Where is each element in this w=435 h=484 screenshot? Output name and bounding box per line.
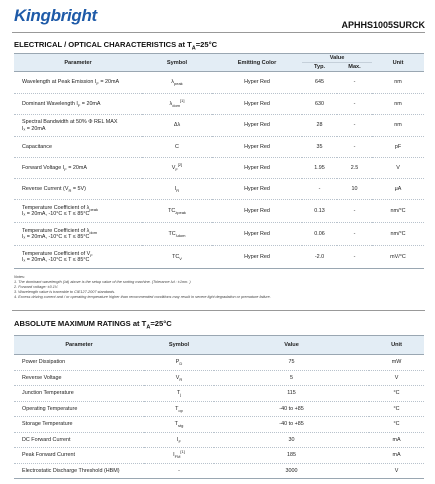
typ-value-cell: -2.0 [302, 246, 337, 269]
unit-cell: nm/°C [372, 200, 424, 223]
symbol-subscript: R [176, 187, 180, 193]
parameter-line [22, 144, 140, 150]
emitting-color-cell: Hyper Red [212, 158, 302, 179]
parameter-condition-line [22, 211, 140, 217]
header-emitting-color: Emitting Color [212, 54, 302, 72]
parameter-text: Wavelength at Peak Emission I [22, 79, 97, 86]
unit-cell: mA [369, 432, 424, 448]
typ-value-cell: 0.13 [302, 200, 337, 223]
parameter-subscript: F [77, 102, 81, 108]
note-line: 3. Wavelength value is traceable to CIE127-2007 standards. [14, 290, 116, 294]
symbol-text: P [175, 359, 180, 366]
parameter-condition-line [22, 257, 140, 263]
symbol-cell [144, 448, 214, 464]
emitting-color-cell: Hyper Red [212, 246, 302, 269]
header-value: Value [302, 54, 372, 63]
max-value-cell: 2.5 [337, 158, 372, 179]
parameter-condition-line [22, 126, 140, 132]
unit-cell: nm [372, 94, 424, 115]
section-title-electrical: ELECTRICAL / OPTICAL CHARACTERISTICS at $T_A=25^\circ C$ [14, 40, 218, 52]
table-row [14, 223, 424, 246]
parameter-text: Reverse Current (V [22, 185, 69, 192]
table-row [14, 448, 424, 464]
parameter-cell: Power Dissipation [14, 355, 144, 371]
parameter-cell: Electrostatic Discharge Threshold (HBM) [14, 463, 144, 479]
header-unit: Unit [372, 54, 424, 72]
max-value-cell: - [337, 246, 372, 269]
symbol-cell [142, 179, 212, 200]
max-value-cell: - [337, 200, 372, 223]
section-title-absolute: ABSOLUTE MAXIMUM RATINGS at $T_A=25^\circ C$ [14, 319, 172, 331]
value-cell: 75 [214, 355, 369, 371]
parameter-text: Forward Voltage I [22, 164, 65, 171]
symbol-text: Δλ [173, 122, 181, 129]
header-value-abs: Value [214, 336, 369, 355]
unit-cell: V [372, 158, 424, 179]
symbol-subscript: D [179, 361, 183, 367]
symbol-note: [1] [180, 449, 185, 455]
symbol-cell [142, 246, 212, 269]
note-line: 4. Excess driving current and / or operating temperature higher than recommended conditions may result in severe light degradation or premature failure. [14, 295, 271, 299]
symbol-cell [144, 355, 214, 371]
symbol-text: λ [169, 100, 173, 107]
table-row [14, 401, 424, 417]
electrical-optical-table [14, 53, 424, 269]
note-line: 1. The dominant wavelength (λd) above is the setup value of the sorting machine. (Tolerance λd : ±1nm. ) [14, 280, 191, 284]
unit-cell: mW [369, 355, 424, 371]
symbol-text: V [171, 164, 176, 171]
header-symbol-abs: Symbol [144, 336, 214, 355]
unit-cell: °C [369, 417, 424, 433]
parameter-cell: Operating Temperature [14, 401, 144, 417]
symbol-text: λ [171, 79, 174, 86]
header-parameter: Parameter [14, 54, 142, 72]
parameter-cell [14, 72, 142, 94]
symbol-text: C [175, 143, 179, 150]
max-value-cell: - [337, 137, 372, 158]
header-divider [12, 32, 425, 33]
parameter-text: Temperature Coefficient of λ [22, 227, 90, 234]
symbol-subscript: FM [174, 454, 181, 460]
parameter-cell: Junction Temperature [14, 386, 144, 402]
symbol-cell [144, 463, 214, 479]
unit-cell: μA [372, 179, 424, 200]
unit-cell: V [369, 463, 424, 479]
typ-value-cell: 630 [302, 94, 337, 115]
symbol-subscript: F [178, 438, 181, 444]
symbol-cell [142, 72, 212, 94]
unit-cell: °C [369, 401, 424, 417]
parameter-condition: = 20mA [66, 164, 87, 171]
parameter-cell [14, 137, 142, 158]
symbol-cell [144, 386, 214, 402]
emitting-color-cell: Hyper Red [212, 115, 302, 137]
symbol-subscript: F [175, 166, 178, 172]
table-row [14, 463, 424, 479]
unit-cell: nm/°C [372, 223, 424, 246]
symbol-text: T [176, 390, 181, 397]
value-cell: 3000 [214, 463, 369, 479]
symbol-text: TC [172, 253, 180, 260]
parameter-text: Temperature Coefficient of V [22, 250, 91, 257]
table-row [14, 417, 424, 433]
parameter-cell [14, 179, 142, 200]
max-value-cell: - [337, 223, 372, 246]
parameter-condition: Iₓ = 20mA, -10°C ≤ T ≤ 85°C [22, 234, 90, 240]
parameter-cell [14, 223, 142, 246]
note-line: 2. Forward voltage: ±0.1V. [14, 285, 59, 289]
table-row [14, 355, 424, 371]
table-row [14, 115, 424, 137]
header-typ: Typ. [302, 63, 337, 72]
symbol-subscript: peak [174, 81, 183, 87]
table-row [14, 179, 424, 200]
emitting-color-cell: Hyper Red [212, 200, 302, 223]
symbol-cell [142, 200, 212, 223]
parameter-cell [14, 200, 142, 223]
parameter-cell [14, 115, 142, 137]
table-row [14, 137, 424, 158]
parameter-condition: Iₓ = 20mA [22, 125, 46, 132]
emitting-color-cell: Hyper Red [212, 137, 302, 158]
value-cell: 185 [214, 448, 369, 464]
symbol-text: - [178, 467, 180, 474]
parameter-text: Temperature Coefficient of λ [22, 204, 90, 211]
unit-cell: nm [372, 115, 424, 137]
symbol-text: I [173, 452, 175, 459]
symbol-subscript: op [178, 407, 183, 413]
table-row [14, 386, 424, 402]
symbol-subscript: V [179, 255, 182, 261]
max-value-cell: - [337, 94, 372, 115]
symbol-cell [142, 158, 212, 179]
table-row [14, 158, 424, 179]
header-symbol: Symbol [142, 54, 212, 72]
symbol-note: [1] [180, 98, 185, 103]
header-parameter-abs: Parameter [14, 336, 144, 355]
table-row [14, 432, 424, 448]
value-cell: 115 [214, 386, 369, 402]
unit-cell: mA [369, 448, 424, 464]
brand-logo: Kingbright [14, 6, 97, 25]
symbol-cell [142, 115, 212, 137]
symbol-subscript: R [179, 376, 183, 382]
symbol-text: I [177, 436, 179, 443]
parameter-subscript: F [96, 81, 99, 87]
parameter-subscript: R [68, 187, 72, 193]
symbol-text: V [175, 374, 180, 381]
typ-value-cell: 28 [302, 115, 337, 137]
typ-value-cell: - [302, 179, 337, 200]
symbol-subscript: j [180, 392, 182, 398]
typ-value-cell: 0.06 [302, 223, 337, 246]
parameter-cell: Storage Temperature [14, 417, 144, 433]
parameter-condition: Iₓ = 20mA, -10°C ≤ T ≤ 85°C [22, 211, 90, 217]
symbol-cell [144, 401, 214, 417]
symbol-text: I [174, 185, 177, 192]
parameter-condition-line [22, 234, 140, 240]
max-value-cell: 10 [337, 179, 372, 200]
parameter-text: Dominant Wavelength I [22, 100, 78, 107]
table-row [14, 72, 424, 94]
parameter-subscript: peak [89, 206, 99, 212]
symbol-note: [2] [177, 162, 183, 167]
table-row [14, 370, 424, 386]
symbol-text: TC [168, 230, 176, 237]
symbol-cell [144, 370, 214, 386]
table-row [14, 94, 424, 115]
parameter-line [22, 101, 140, 107]
parameter-text: Spectral Bandwidth at 50% Φ REL MAX [22, 119, 118, 126]
symbol-subscript: stg [177, 423, 184, 429]
symbol-subscript: λpeak [175, 209, 186, 215]
symbol-subscript: λdom [175, 232, 186, 238]
parameter-cell [14, 246, 142, 269]
header-unit-abs: Unit [369, 336, 424, 355]
emitting-color-cell: Hyper Red [212, 94, 302, 115]
unit-cell: mV/°C [372, 246, 424, 269]
parameter-condition: = 20mA [80, 100, 101, 107]
parameter-line [22, 165, 140, 171]
unit-cell: °C [369, 386, 424, 402]
unit-cell: nm [372, 72, 424, 94]
max-value-cell: - [337, 72, 372, 94]
symbol-cell [142, 137, 212, 158]
typ-value-cell: 35 [302, 137, 337, 158]
header-max: Max. [337, 63, 372, 72]
parameter-text: Capacitance [22, 143, 52, 150]
table-row [14, 200, 424, 223]
parameter-condition: = 5V) [71, 185, 86, 192]
parameter-condition: Iₓ = 20mA, -10°C ≤ T ≤ 85°C [22, 257, 90, 263]
typ-value-cell: 645 [302, 72, 337, 94]
symbol-subscript: dom [172, 102, 181, 108]
parameter-subscript: F [64, 166, 67, 172]
symbol-text: T [175, 405, 179, 412]
typ-value-cell: 1.95 [302, 158, 337, 179]
parameter-subscript: dom [89, 229, 98, 235]
emitting-color-cell: Hyper Red [212, 179, 302, 200]
symbol-text: TC [168, 207, 176, 214]
parameter-line [22, 186, 140, 192]
absolute-max-table [14, 335, 424, 479]
symbol-cell [142, 223, 212, 246]
value-cell: 30 [214, 432, 369, 448]
parameter-subscript: F [90, 252, 93, 258]
value-cell: 5 [214, 370, 369, 386]
parameter-line [22, 79, 140, 85]
parameter-cell: DC Forward Current [14, 432, 144, 448]
parameter-cell [14, 158, 142, 179]
value-cell: -40 to +85 [214, 417, 369, 433]
max-value-cell: - [337, 115, 372, 137]
symbol-cell [144, 432, 214, 448]
parameter-condition: = 20mA [98, 79, 120, 86]
parameter-cell: Peak Forward Current [14, 448, 144, 464]
section-divider [12, 310, 425, 311]
note-line: Notes: [14, 275, 25, 279]
parameter-cell: Reverse Voltage [14, 370, 144, 386]
value-cell: -40 to +85 [214, 401, 369, 417]
notes-block [14, 275, 424, 300]
unit-cell: pF [372, 137, 424, 158]
symbol-text: T [174, 421, 178, 428]
symbol-cell [144, 417, 214, 433]
unit-cell: V [369, 370, 424, 386]
symbol-cell [142, 94, 212, 115]
emitting-color-cell: Hyper Red [212, 72, 302, 94]
emitting-color-cell: Hyper Red [212, 223, 302, 246]
table-row [14, 246, 424, 269]
part-number: APHHS1005SURCK [341, 20, 425, 30]
parameter-cell [14, 94, 142, 115]
